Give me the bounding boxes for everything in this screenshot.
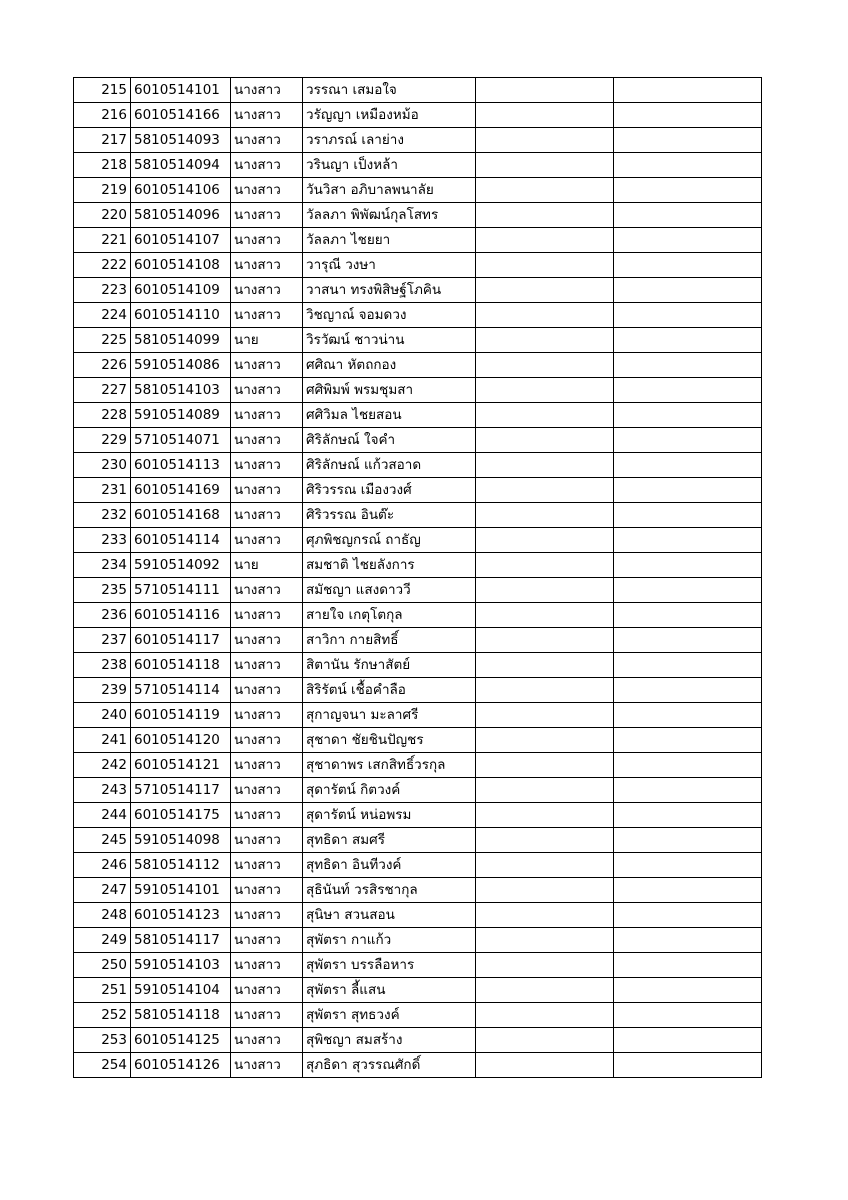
student-name-cell: วัลลภา ไชยยา xyxy=(303,228,476,253)
title-cell: นางสาว xyxy=(231,828,303,853)
table-row xyxy=(74,403,762,428)
title-cell: นางสาว xyxy=(231,153,303,178)
student-id-cell: 5810514117 xyxy=(131,928,231,953)
blank-cell xyxy=(614,778,762,803)
student-name-cell: วรรณา เสมอใจ xyxy=(303,78,476,103)
blank-cell xyxy=(476,578,614,603)
blank-cell xyxy=(476,728,614,753)
table-row xyxy=(74,1053,762,1078)
blank-cell xyxy=(614,128,762,153)
student-name-cell: ศิริวรรณ เมืองวงศ์ xyxy=(303,478,476,503)
row-number-cell: 240 xyxy=(74,703,131,728)
row-number-cell: 218 xyxy=(74,153,131,178)
title-cell: นางสาว xyxy=(231,478,303,503)
row-number-cell: 225 xyxy=(74,328,131,353)
blank-cell xyxy=(476,1053,614,1078)
student-id-cell: 6010514168 xyxy=(131,503,231,528)
student-name-cell: สุพัตรา บรรลือหาร xyxy=(303,953,476,978)
blank-cell xyxy=(614,328,762,353)
student-id-cell: 5710514114 xyxy=(131,678,231,703)
blank-cell xyxy=(614,828,762,853)
student-name-cell: สุธินันท์ วรสิรชากุล xyxy=(303,878,476,903)
blank-cell xyxy=(476,1003,614,1028)
blank-cell xyxy=(476,228,614,253)
blank-cell xyxy=(614,728,762,753)
student-name-cell: สุทธิดา สมศรี xyxy=(303,828,476,853)
student-name-cell: สิริรัตน์ เชื้อคำลือ xyxy=(303,678,476,703)
student-id-cell: 6010514101 xyxy=(131,78,231,103)
row-number-cell: 244 xyxy=(74,803,131,828)
student-name-cell: วัลลภา พิพัฒน์กุลโสทร xyxy=(303,203,476,228)
row-number-cell: 242 xyxy=(74,753,131,778)
table-row xyxy=(74,478,762,503)
row-number-cell: 215 xyxy=(74,78,131,103)
student-name-cell: ศิริวรรณ อินต๊ะ xyxy=(303,503,476,528)
row-number-cell: 227 xyxy=(74,378,131,403)
row-number-cell: 220 xyxy=(74,203,131,228)
title-cell: นางสาว xyxy=(231,628,303,653)
table-row xyxy=(74,153,762,178)
title-cell: นางสาว xyxy=(231,953,303,978)
student-name-cell: สุดารัตน์ กิตวงค์ xyxy=(303,778,476,803)
student-name-cell: สุชาดาพร เสกสิทธิ์วรกุล xyxy=(303,753,476,778)
blank-cell xyxy=(476,503,614,528)
blank-cell xyxy=(476,853,614,878)
table-row xyxy=(74,553,762,578)
blank-cell xyxy=(614,753,762,778)
blank-cell xyxy=(614,903,762,928)
table-row xyxy=(74,978,762,1003)
blank-cell xyxy=(476,428,614,453)
blank-cell xyxy=(476,253,614,278)
student-name-cell: สายใจ เกตุโตกุล xyxy=(303,603,476,628)
title-cell: นางสาว xyxy=(231,753,303,778)
table-row xyxy=(74,678,762,703)
blank-cell xyxy=(614,428,762,453)
table-row xyxy=(74,878,762,903)
student-name-cell: วาสนา ทรงพิสิษฐ์โภคิน xyxy=(303,278,476,303)
row-number-cell: 237 xyxy=(74,628,131,653)
row-number-cell: 223 xyxy=(74,278,131,303)
student-id-cell: 6010514113 xyxy=(131,453,231,478)
student-id-cell: 6010514126 xyxy=(131,1053,231,1078)
table-row xyxy=(74,1028,762,1053)
row-number-cell: 254 xyxy=(74,1053,131,1078)
blank-cell xyxy=(476,353,614,378)
student-id-cell: 5910514104 xyxy=(131,978,231,1003)
table-row xyxy=(74,203,762,228)
blank-cell xyxy=(476,278,614,303)
table-row xyxy=(74,128,762,153)
row-number-cell: 217 xyxy=(74,128,131,153)
table-row xyxy=(74,803,762,828)
table-row xyxy=(74,828,762,853)
student-id-cell: 6010514116 xyxy=(131,603,231,628)
row-number-cell: 216 xyxy=(74,103,131,128)
blank-cell xyxy=(614,453,762,478)
blank-cell xyxy=(476,328,614,353)
title-cell: นางสาว xyxy=(231,928,303,953)
student-name-cell: วารุณี วงษา xyxy=(303,253,476,278)
student-name-cell: สุนิษา สวนสอน xyxy=(303,903,476,928)
title-cell: นางสาว xyxy=(231,253,303,278)
student-id-cell: 6010514118 xyxy=(131,653,231,678)
row-number-cell: 248 xyxy=(74,903,131,928)
blank-cell xyxy=(476,803,614,828)
blank-cell xyxy=(476,553,614,578)
student-id-cell: 6010514117 xyxy=(131,628,231,653)
title-cell: นางสาว xyxy=(231,178,303,203)
blank-cell xyxy=(476,303,614,328)
row-number-cell: 219 xyxy=(74,178,131,203)
title-cell: นางสาว xyxy=(231,103,303,128)
student-name-cell: ศุภพิชญกรณ์ ถาธัญ xyxy=(303,528,476,553)
blank-cell xyxy=(614,603,762,628)
row-number-cell: 238 xyxy=(74,653,131,678)
student-id-cell: 5710514111 xyxy=(131,578,231,603)
row-number-cell: 226 xyxy=(74,353,131,378)
blank-cell xyxy=(614,678,762,703)
blank-cell xyxy=(614,703,762,728)
blank-cell xyxy=(476,978,614,1003)
student-id-cell: 6010514119 xyxy=(131,703,231,728)
row-number-cell: 235 xyxy=(74,578,131,603)
student-name-cell: สุกาญจนา มะลาศรี xyxy=(303,703,476,728)
student-roster-table xyxy=(73,77,762,1078)
table-row xyxy=(74,853,762,878)
row-number-cell: 236 xyxy=(74,603,131,628)
student-name-cell: สาวิกา กายสิทธิ์ xyxy=(303,628,476,653)
student-id-cell: 5910514103 xyxy=(131,953,231,978)
table-row xyxy=(74,353,762,378)
student-name-cell: สุชาดา ชัยชินปัญชร xyxy=(303,728,476,753)
blank-cell xyxy=(614,953,762,978)
blank-cell xyxy=(476,478,614,503)
row-number-cell: 241 xyxy=(74,728,131,753)
student-name-cell: สุดารัตน์ หน่อพรม xyxy=(303,803,476,828)
blank-cell xyxy=(476,128,614,153)
blank-cell xyxy=(476,953,614,978)
row-number-cell: 247 xyxy=(74,878,131,903)
row-number-cell: 229 xyxy=(74,428,131,453)
student-id-cell: 5910514101 xyxy=(131,878,231,903)
student-id-cell: 6010514169 xyxy=(131,478,231,503)
student-id-cell: 5810514099 xyxy=(131,328,231,353)
table-row xyxy=(74,428,762,453)
table-row xyxy=(74,178,762,203)
title-cell: นางสาว xyxy=(231,353,303,378)
row-number-cell: 232 xyxy=(74,503,131,528)
student-name-cell: ศศิวิมล ไชยสอน xyxy=(303,403,476,428)
title-cell: นางสาว xyxy=(231,528,303,553)
row-number-cell: 246 xyxy=(74,853,131,878)
student-id-cell: 6010514106 xyxy=(131,178,231,203)
student-id-cell: 5910514092 xyxy=(131,553,231,578)
blank-cell xyxy=(614,253,762,278)
blank-cell xyxy=(476,878,614,903)
table-row xyxy=(74,728,762,753)
row-number-cell: 243 xyxy=(74,778,131,803)
student-name-cell: วรินญา เป็งหล้า xyxy=(303,153,476,178)
title-cell: นางสาว xyxy=(231,703,303,728)
table-row xyxy=(74,78,762,103)
blank-cell xyxy=(614,228,762,253)
table-row xyxy=(74,453,762,478)
blank-cell xyxy=(614,878,762,903)
student-id-cell: 6010514166 xyxy=(131,103,231,128)
blank-cell xyxy=(476,703,614,728)
row-number-cell: 224 xyxy=(74,303,131,328)
title-cell: นางสาว xyxy=(231,128,303,153)
row-number-cell: 253 xyxy=(74,1028,131,1053)
row-number-cell: 250 xyxy=(74,953,131,978)
table-row xyxy=(74,103,762,128)
student-name-cell: วราภรณ์ เลาย่าง xyxy=(303,128,476,153)
title-cell: นางสาว xyxy=(231,1053,303,1078)
student-name-cell: สมชาติ ไชยลังการ xyxy=(303,553,476,578)
row-number-cell: 249 xyxy=(74,928,131,953)
roster-body xyxy=(74,78,762,1078)
student-name-cell: สิตานัน รักษาสัตย์ xyxy=(303,653,476,678)
row-number-cell: 233 xyxy=(74,528,131,553)
table-row xyxy=(74,1003,762,1028)
table-row xyxy=(74,953,762,978)
title-cell: นางสาว xyxy=(231,903,303,928)
title-cell: นางสาว xyxy=(231,403,303,428)
student-name-cell: ศิริลักษณ์ แก้วสอาด xyxy=(303,453,476,478)
table-row xyxy=(74,628,762,653)
row-number-cell: 222 xyxy=(74,253,131,278)
blank-cell xyxy=(476,653,614,678)
student-name-cell: สุพัตรา สุทธวงค์ xyxy=(303,1003,476,1028)
table-row xyxy=(74,653,762,678)
title-cell: นางสาว xyxy=(231,428,303,453)
student-id-cell: 6010514121 xyxy=(131,753,231,778)
blank-cell xyxy=(476,403,614,428)
table-row xyxy=(74,703,762,728)
blank-cell xyxy=(476,828,614,853)
student-name-cell: ศิริลักษณ์ ใจคำ xyxy=(303,428,476,453)
blank-cell xyxy=(614,78,762,103)
student-id-cell: 6010514110 xyxy=(131,303,231,328)
title-cell: นางสาว xyxy=(231,978,303,1003)
blank-cell xyxy=(476,778,614,803)
student-name-cell: วรัญญา เหมืองหม้อ xyxy=(303,103,476,128)
blank-cell xyxy=(476,678,614,703)
row-number-cell: 221 xyxy=(74,228,131,253)
title-cell: นางสาว xyxy=(231,778,303,803)
title-cell: นางสาว xyxy=(231,1028,303,1053)
student-name-cell: วันวิสา อภิบาลพนาลัย xyxy=(303,178,476,203)
table-row xyxy=(74,903,762,928)
title-cell: นางสาว xyxy=(231,378,303,403)
title-cell: นาย xyxy=(231,328,303,353)
student-name-cell: ศศิณา หัตถกอง xyxy=(303,353,476,378)
student-name-cell: สุพัตรา กาแก้ว xyxy=(303,928,476,953)
blank-cell xyxy=(476,628,614,653)
title-cell: นางสาว xyxy=(231,453,303,478)
table-row xyxy=(74,278,762,303)
student-id-cell: 6010514120 xyxy=(131,728,231,753)
table-row xyxy=(74,328,762,353)
student-id-cell: 6010514108 xyxy=(131,253,231,278)
blank-cell xyxy=(614,103,762,128)
student-id-cell: 6010514114 xyxy=(131,528,231,553)
blank-cell xyxy=(476,103,614,128)
blank-cell xyxy=(476,78,614,103)
blank-cell xyxy=(614,403,762,428)
table-row xyxy=(74,928,762,953)
blank-cell xyxy=(614,378,762,403)
title-cell: นางสาว xyxy=(231,1003,303,1028)
blank-cell xyxy=(614,653,762,678)
title-cell: นางสาว xyxy=(231,228,303,253)
title-cell: นางสาว xyxy=(231,503,303,528)
student-name-cell: สุภธิดา สุวรรณศักดิ์ xyxy=(303,1053,476,1078)
blank-cell xyxy=(614,528,762,553)
blank-cell xyxy=(614,628,762,653)
blank-cell xyxy=(476,153,614,178)
blank-cell xyxy=(614,553,762,578)
blank-cell xyxy=(476,453,614,478)
student-id-cell: 5810514096 xyxy=(131,203,231,228)
student-id-cell: 6010514123 xyxy=(131,903,231,928)
student-name-cell: ศศิพิมพ์ พรมชุมสา xyxy=(303,378,476,403)
student-name-cell: วิชญาณ์ จอมดวง xyxy=(303,303,476,328)
blank-cell xyxy=(476,603,614,628)
title-cell: นางสาว xyxy=(231,853,303,878)
blank-cell xyxy=(614,353,762,378)
row-number-cell: 239 xyxy=(74,678,131,703)
blank-cell xyxy=(614,928,762,953)
table-row xyxy=(74,253,762,278)
table-row xyxy=(74,378,762,403)
blank-cell xyxy=(614,303,762,328)
student-id-cell: 5810514118 xyxy=(131,1003,231,1028)
table-row xyxy=(74,503,762,528)
student-id-cell: 5810514103 xyxy=(131,378,231,403)
table-row xyxy=(74,303,762,328)
title-cell: นางสาว xyxy=(231,203,303,228)
blank-cell xyxy=(614,178,762,203)
student-id-cell: 5810514093 xyxy=(131,128,231,153)
student-id-cell: 6010514125 xyxy=(131,1028,231,1053)
table-row xyxy=(74,753,762,778)
title-cell: นางสาว xyxy=(231,278,303,303)
blank-cell xyxy=(614,1003,762,1028)
blank-cell xyxy=(476,203,614,228)
student-id-cell: 5810514094 xyxy=(131,153,231,178)
row-number-cell: 252 xyxy=(74,1003,131,1028)
blank-cell xyxy=(614,853,762,878)
table-row xyxy=(74,603,762,628)
title-cell: นาย xyxy=(231,553,303,578)
blank-cell xyxy=(476,753,614,778)
title-cell: นางสาว xyxy=(231,678,303,703)
blank-cell xyxy=(614,153,762,178)
blank-cell xyxy=(476,178,614,203)
blank-cell xyxy=(476,378,614,403)
blank-cell xyxy=(614,203,762,228)
student-name-cell: สมัชญา แสงดาววี xyxy=(303,578,476,603)
blank-cell xyxy=(614,278,762,303)
title-cell: นางสาว xyxy=(231,653,303,678)
blank-cell xyxy=(476,903,614,928)
blank-cell xyxy=(614,578,762,603)
title-cell: นางสาว xyxy=(231,878,303,903)
title-cell: นางสาว xyxy=(231,578,303,603)
blank-cell xyxy=(614,803,762,828)
student-id-cell: 6010514109 xyxy=(131,278,231,303)
student-id-cell: 5910514098 xyxy=(131,828,231,853)
blank-cell xyxy=(614,978,762,1003)
row-number-cell: 228 xyxy=(74,403,131,428)
title-cell: นางสาว xyxy=(231,78,303,103)
student-id-cell: 5810514112 xyxy=(131,853,231,878)
row-number-cell: 245 xyxy=(74,828,131,853)
student-name-cell: วิรวัฒน์ ชาวน่าน xyxy=(303,328,476,353)
row-number-cell: 231 xyxy=(74,478,131,503)
blank-cell xyxy=(476,528,614,553)
student-name-cell: สุพิชญา สมสร้าง xyxy=(303,1028,476,1053)
student-name-cell: สุทธิดา อินทีวงค์ xyxy=(303,853,476,878)
student-name-cell: สุพัตรา ลี้แสน xyxy=(303,978,476,1003)
blank-cell xyxy=(614,1053,762,1078)
title-cell: นางสาว xyxy=(231,803,303,828)
student-id-cell: 6010514175 xyxy=(131,803,231,828)
blank-cell xyxy=(614,503,762,528)
row-number-cell: 234 xyxy=(74,553,131,578)
table-row xyxy=(74,778,762,803)
blank-cell xyxy=(614,478,762,503)
student-id-cell: 5910514089 xyxy=(131,403,231,428)
student-id-cell: 6010514107 xyxy=(131,228,231,253)
title-cell: นางสาว xyxy=(231,303,303,328)
table-row xyxy=(74,578,762,603)
student-id-cell: 5910514086 xyxy=(131,353,231,378)
table-row xyxy=(74,228,762,253)
blank-cell xyxy=(476,1028,614,1053)
student-id-cell: 5710514071 xyxy=(131,428,231,453)
student-id-cell: 5710514117 xyxy=(131,778,231,803)
title-cell: นางสาว xyxy=(231,728,303,753)
row-number-cell: 251 xyxy=(74,978,131,1003)
blank-cell xyxy=(614,1028,762,1053)
title-cell: นางสาว xyxy=(231,603,303,628)
blank-cell xyxy=(476,928,614,953)
table-row xyxy=(74,528,762,553)
row-number-cell: 230 xyxy=(74,453,131,478)
